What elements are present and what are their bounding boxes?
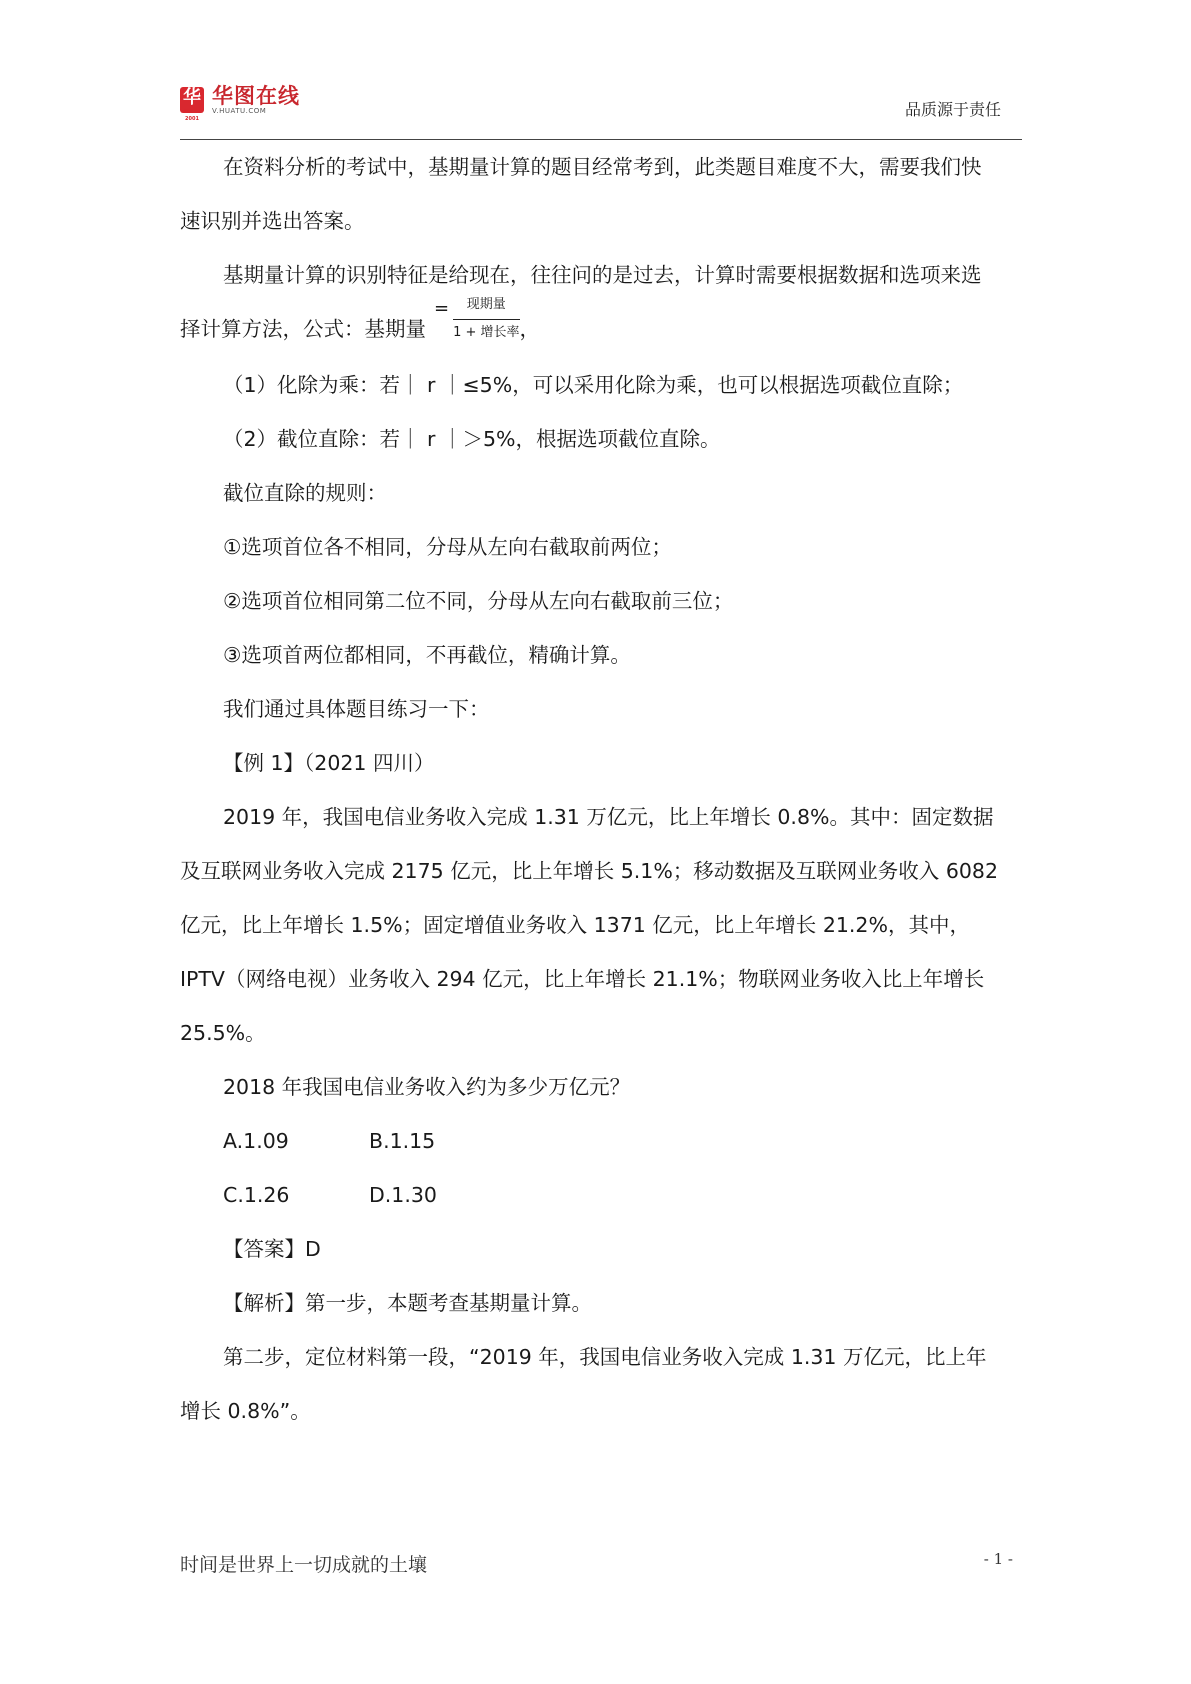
question-material-4: IPTV（网络电视）业务收入 294 亿元，比上年增长 21.1%；物联网业务收入比上年增长 [180,967,985,991]
question-material-3: 亿元，比上年增长 1.5%；固定增值业务收入 1371 亿元，比上年增长 21.2%，其中， [180,913,970,937]
formula-denominator: 1 + 增长率 [453,324,520,340]
formula-equals: = [434,298,450,319]
rule-a: ①选项首位各不相同，分母从左向右截取前两位； [223,535,672,559]
option-b: B.1.15 [369,1129,436,1153]
logo-name: 华图在线 [212,84,300,108]
rules-title: 截位直除的规则： [223,481,387,505]
logo-mark-glyph: 华 [183,87,201,108]
rule-c: ③选项首两位都相同，不再截位，精确计算。 [223,643,631,667]
question-material-1: 2019 年，我国电信业务收入完成 1.31 万亿元，比上年增长 0.8%。其中：固定数据 [223,805,994,829]
logo-mark-icon [180,87,204,122]
rule-1: （1）化除为乘：若｜ r ｜≤5%，可以采用化除为乘，也可以根据选项截位直除； [223,373,964,397]
logo-text [212,85,300,115]
page-number: - 1 - [983,1550,1013,1568]
document-body [180,140,1010,1438]
formula-prefix: 择计算方法，公式：基期量 [180,317,426,341]
question-material-2: 及互联网业务收入完成 2175 亿元，比上年增长 5.1%；移动数据及互联网业务收入 6082 [180,859,998,883]
paragraph-intro-cont: 速识别并选出答案。 [180,209,365,233]
analysis-step-2: 第二步，定位材料第一段，“2019 年，我国电信业务收入完成 1.31 万亿元，比上年 [223,1345,987,1369]
answer: 【答案】D [223,1237,321,1261]
example-title: 【例 1】（2021 四川） [223,751,435,775]
paragraph-formula [180,296,1010,358]
analysis-step-2-cont: 增长 0.8%”。 [180,1399,311,1423]
footer-motto: 时间是世界上一切成就的土壤 [180,1554,428,1576]
options-row-2 [180,1168,1010,1222]
paragraph-feature: 基期量计算的识别特征是给现在，往往问的是过去，计算时需要根据数据和选项来选 [223,263,982,287]
option-a: A.1.09 [223,1129,289,1153]
header-slogan: 品质源于责任 [904,100,1001,119]
paragraph-intro: 在资料分析的考试中，基期量计算的题目经常考到，此类题目难度不大，需要我们快 [223,155,982,179]
logo [180,84,300,122]
formula-numerator: 现期量 [453,297,519,320]
options-row-1 [180,1114,1010,1168]
rule-b: ②选项首位相同第二位不同，分母从左向右截取前三位； [223,589,734,613]
option-c: C.1.26 [223,1183,290,1207]
logo-since: SINCE 2001 [183,109,201,122]
analysis-step-1: 【解析】第一步，本题考查基期量计算。 [223,1291,592,1315]
question-material-5: 25.5%。 [180,1021,266,1045]
practice-intro: 我们通过具体题目练习一下： [223,697,490,721]
logo-url: V.HUATU.COM [212,107,267,115]
formula-fraction [453,297,519,340]
formula-suffix: ， [519,317,541,341]
rule-2: （2）截位直除：若｜ r ｜＞5%，根据选项截位直除。 [223,427,721,451]
option-d: D.1.30 [369,1183,437,1207]
question-stem: 2018 年我国电信业务收入约为多少万亿元？ [223,1075,631,1099]
